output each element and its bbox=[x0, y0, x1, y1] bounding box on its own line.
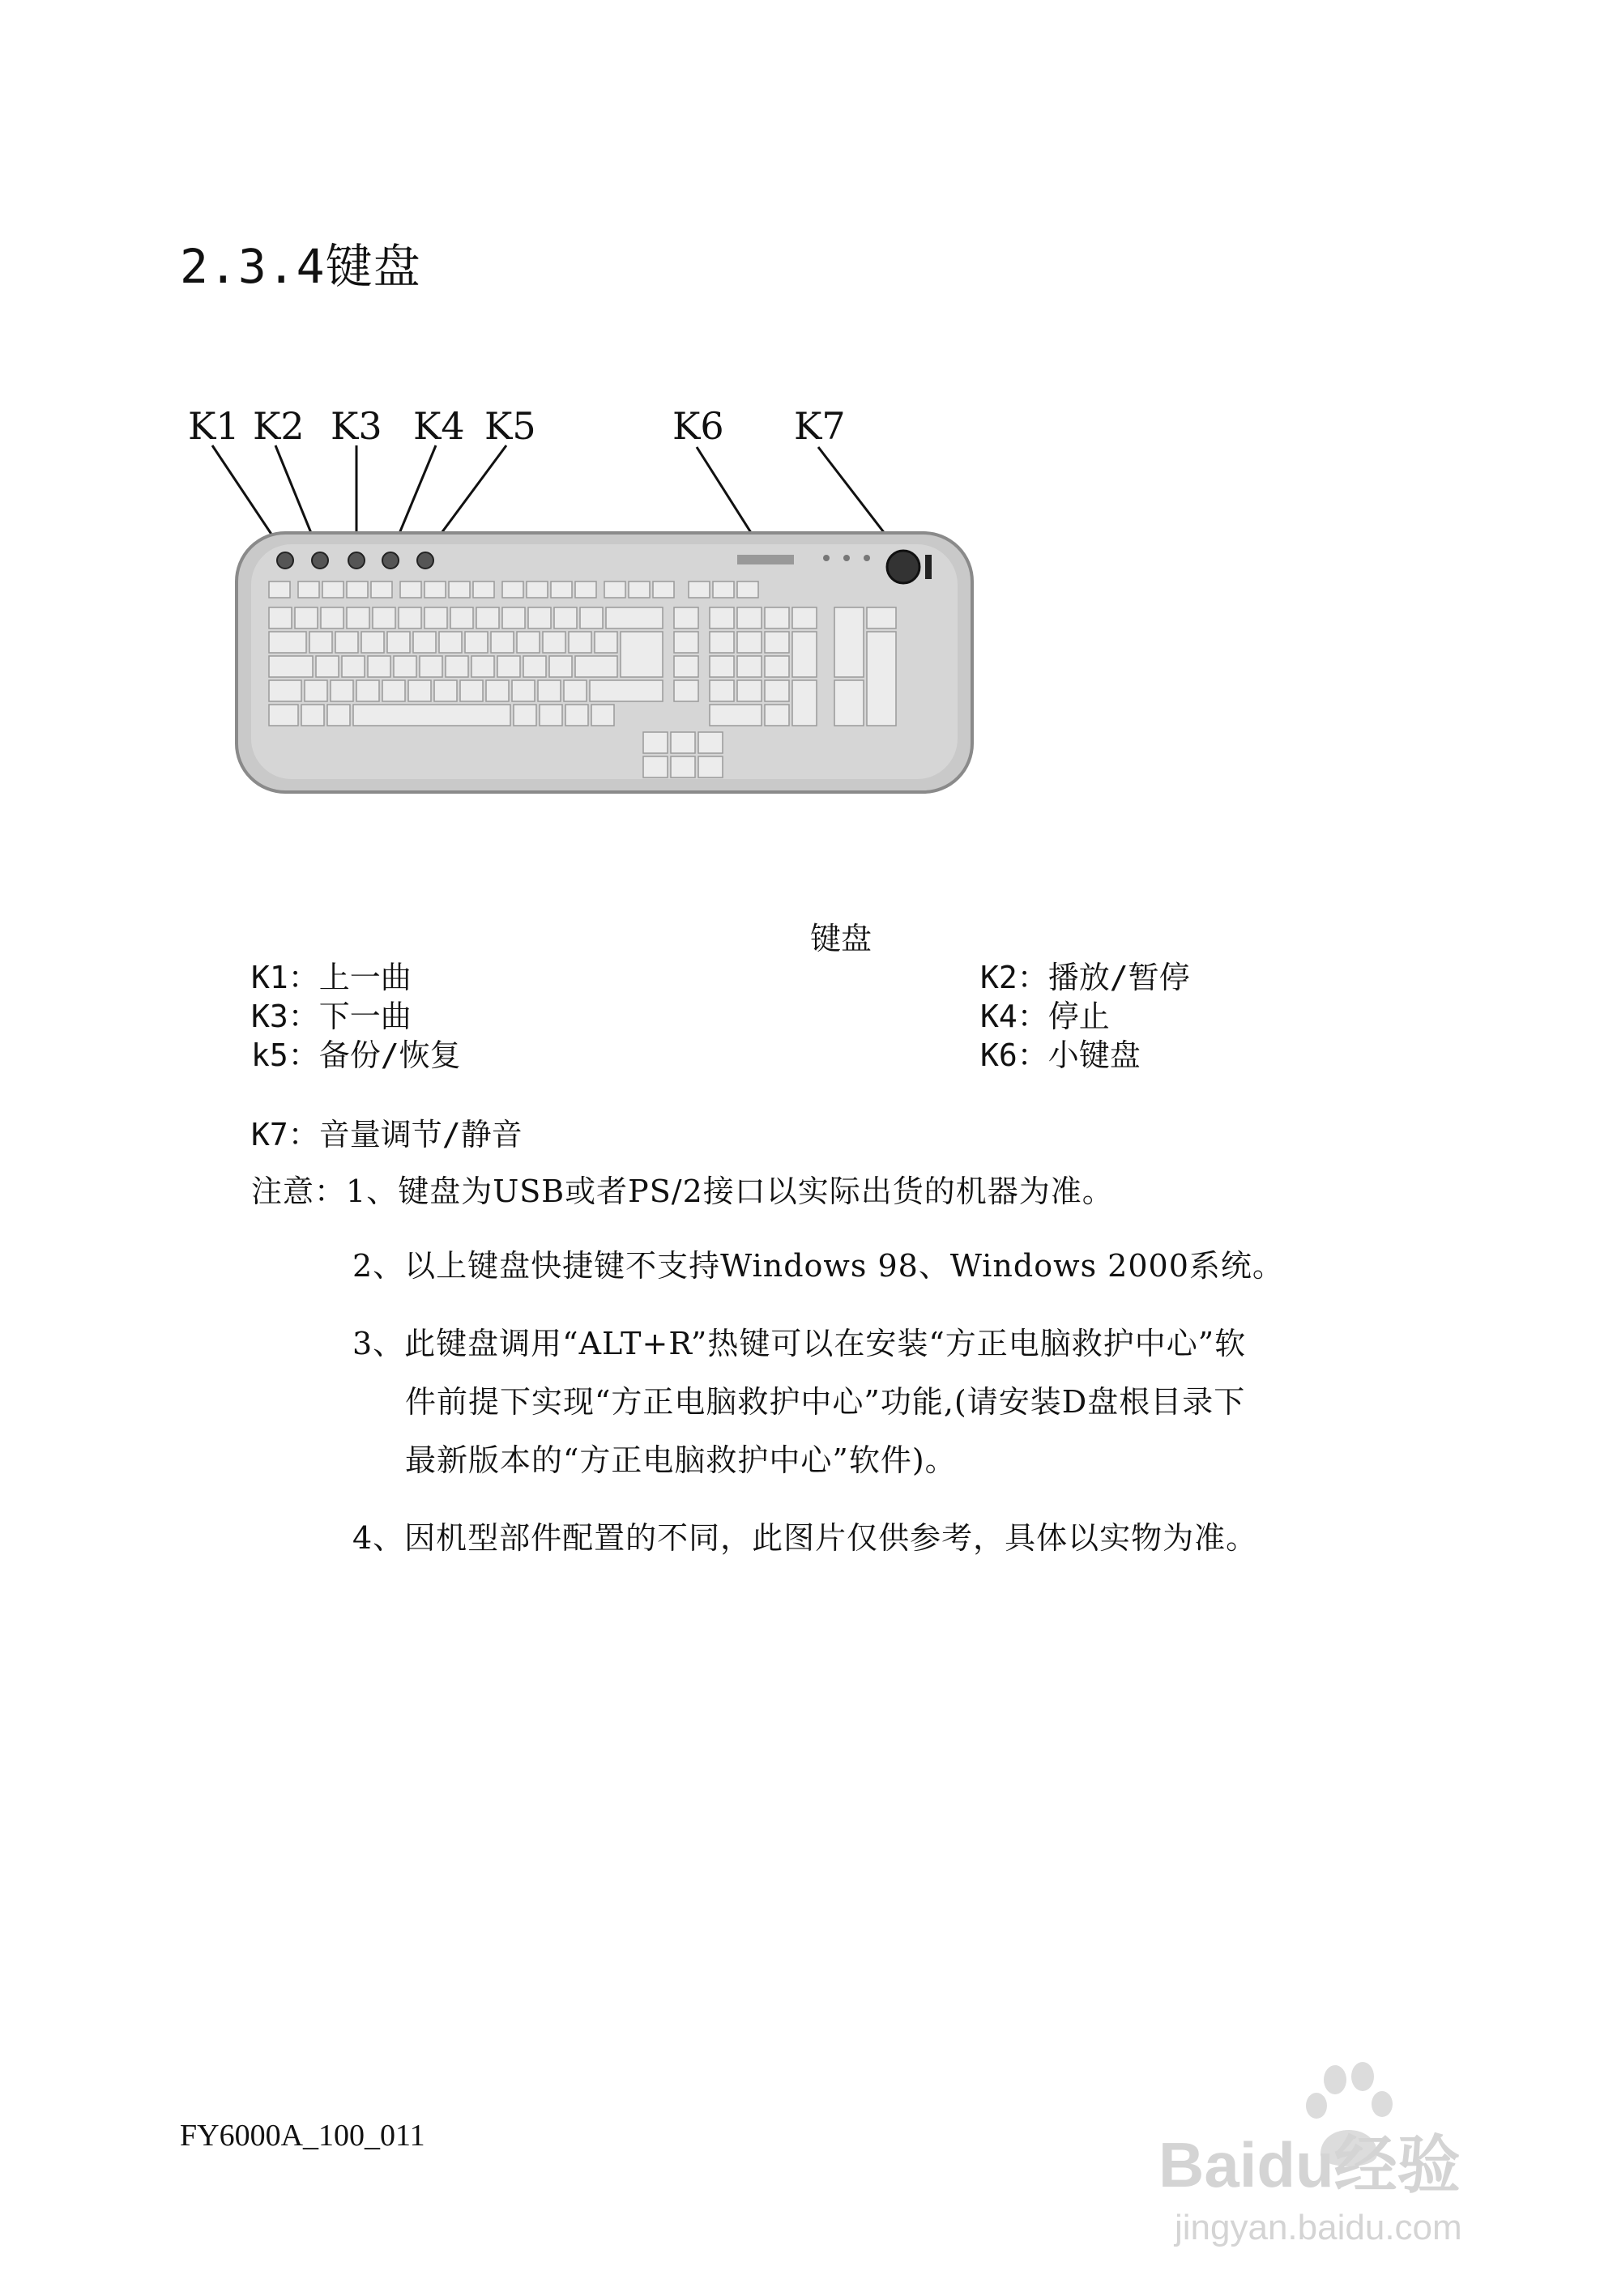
legend-item-k3 bbox=[251, 991, 412, 1036]
section-heading: 2.3.4键盘 bbox=[180, 239, 421, 294]
legend-desc: 上一曲 bbox=[318, 960, 412, 995]
legend-item-k5 bbox=[251, 1030, 461, 1075]
legend-desc: 停止 bbox=[1047, 999, 1110, 1034]
baidu-watermark bbox=[1150, 2057, 1523, 2260]
legend-item-k7 bbox=[251, 1110, 523, 1154]
callout-k5: K5 bbox=[484, 404, 536, 448]
note-3-line-3: 最新版本的“方正电脑救护中心”软件)。 bbox=[405, 1442, 957, 1478]
callout-k3: K3 bbox=[331, 404, 382, 448]
keyboard-figure bbox=[178, 397, 988, 818]
document-footer-code: FY6000A_100_011 bbox=[180, 2119, 425, 2153]
callout-k6: K6 bbox=[672, 404, 724, 448]
legend-item-k6 bbox=[980, 1030, 1141, 1075]
legend-key: K6： bbox=[980, 1037, 1048, 1073]
legend-desc: 小键盘 bbox=[1047, 1037, 1141, 1073]
legend-desc: 备份/恢复 bbox=[318, 1037, 461, 1073]
legend-key: K7： bbox=[251, 1117, 319, 1152]
note-1 bbox=[251, 1166, 1114, 1211]
media-button-k1 bbox=[277, 552, 293, 569]
legend-item-k4 bbox=[980, 991, 1110, 1036]
legend-item-k1 bbox=[251, 952, 412, 997]
note-3-line-1: 3、此键盘调用“ALT+R”热键可以在安装“方正电脑救护中心”软 bbox=[352, 1326, 1247, 1361]
legend-key: K1： bbox=[251, 960, 319, 995]
note-text: 1、键盘为USB或者PS/2接口以实际出货的机器为准。 bbox=[346, 1174, 1114, 1209]
legend-key: K3： bbox=[251, 999, 319, 1034]
media-button-k2 bbox=[312, 552, 328, 569]
media-button-k3 bbox=[348, 552, 365, 569]
callout-k1: K1 bbox=[188, 404, 240, 448]
legend-desc: 音量调节/静音 bbox=[318, 1117, 523, 1152]
callout-k2: K2 bbox=[253, 404, 305, 448]
legend-key: k5： bbox=[251, 1037, 319, 1073]
watermark-url: jingyan.baidu.com bbox=[1175, 2208, 1462, 2247]
note-4: 4、因机型部件配置的不同，此图片仅供参考，具体以实物为准。 bbox=[352, 1520, 1258, 1556]
legend-key: K2： bbox=[980, 960, 1048, 995]
figure-caption: 键盘 bbox=[810, 921, 872, 956]
legend-desc: 播放/暂停 bbox=[1047, 960, 1190, 995]
note-label: 注意： bbox=[251, 1174, 347, 1209]
media-button-k5 bbox=[417, 552, 433, 569]
media-button-k4 bbox=[382, 552, 399, 569]
legend-item-k2 bbox=[980, 952, 1190, 997]
volume-knob bbox=[887, 551, 919, 583]
watermark-brand: Baidu经验 bbox=[1158, 2129, 1461, 2200]
callout-k7: K7 bbox=[794, 404, 846, 448]
note-2: 2、以上键盘快捷键不支持Windows 98、Windows 2000系统。 bbox=[352, 1248, 1284, 1284]
note-3-line-2: 件前提下实现“方正电脑救护中心”功能,(请安装D盘根目录下 bbox=[405, 1384, 1246, 1420]
legend-key: K4： bbox=[980, 999, 1048, 1034]
callout-k4: K4 bbox=[413, 404, 465, 448]
legend-desc: 下一曲 bbox=[318, 999, 412, 1034]
